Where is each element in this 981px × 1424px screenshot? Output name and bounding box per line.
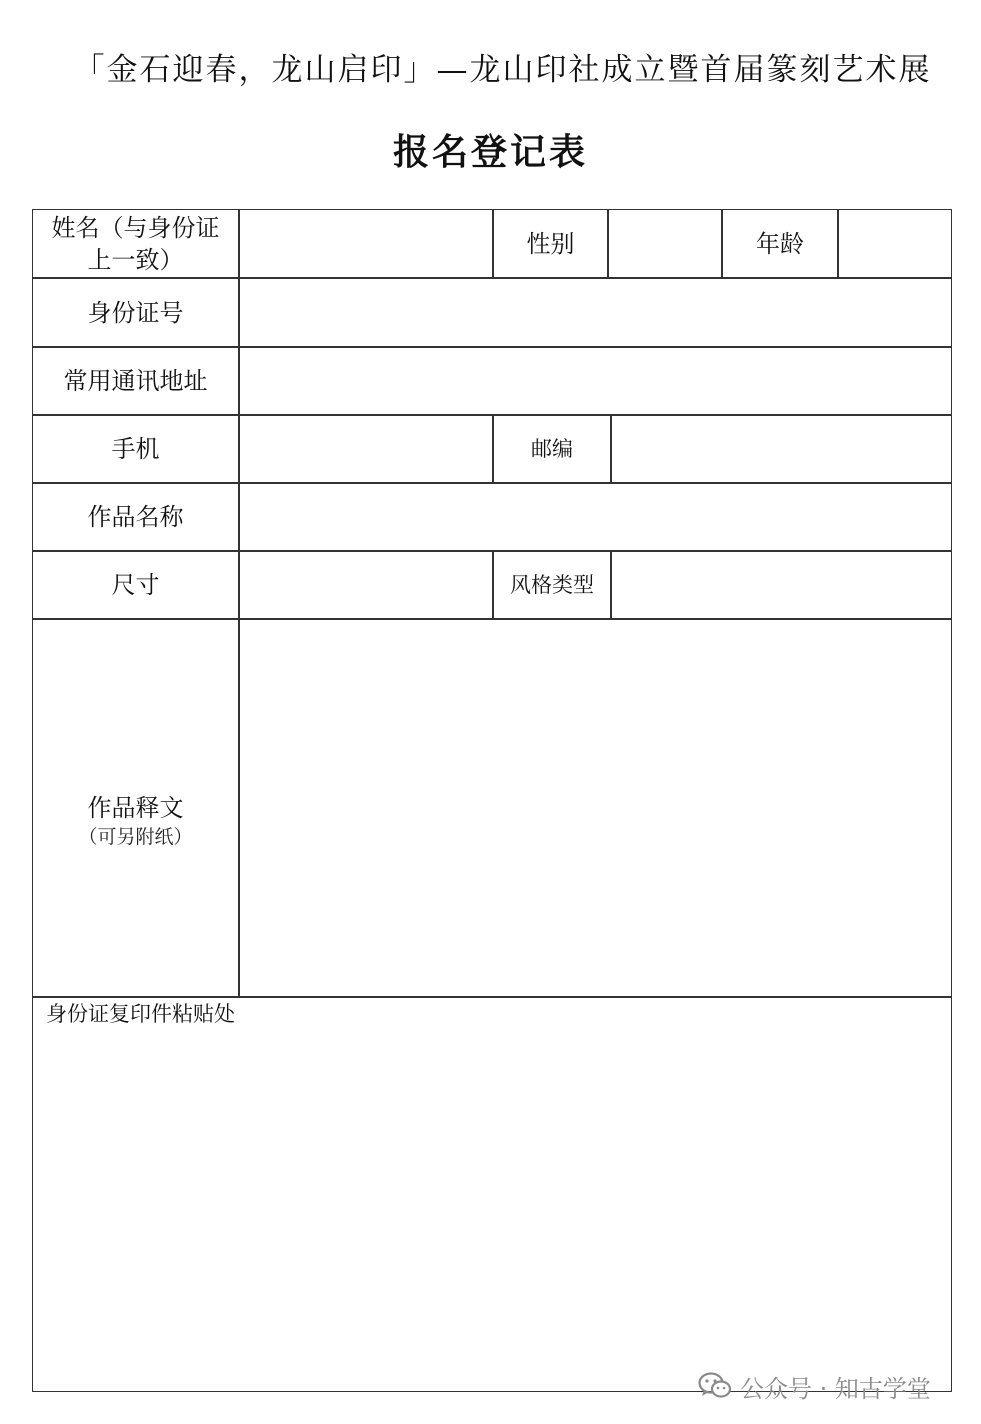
style-field[interactable]	[612, 552, 951, 618]
id-number-field[interactable]	[240, 279, 951, 346]
name-label	[33, 210, 238, 277]
id-copy-label: 身份证复印件粘贴处	[46, 1002, 235, 1026]
address-field[interactable]	[240, 348, 951, 414]
phone-label: 手机	[111, 435, 160, 463]
wechat-icon	[698, 1371, 732, 1401]
size-label: 尺寸	[111, 571, 160, 599]
exhibition-title: 「金石迎春，龙山启印」—龙山印社成立暨首届篆刻艺术展	[73, 52, 932, 88]
gender-label: 性别	[526, 229, 575, 258]
postcode-field[interactable]	[612, 416, 951, 482]
address-label: 常用通讯地址	[63, 367, 208, 395]
registration-form-table	[32, 209, 952, 1392]
gender-field[interactable]	[609, 210, 721, 277]
size-field[interactable]	[240, 552, 492, 618]
age-field[interactable]	[839, 210, 951, 277]
work-text-label	[33, 620, 238, 996]
work-title-field[interactable]	[240, 484, 951, 550]
watermark-text: 公众号 · 知古学堂	[740, 1374, 931, 1403]
work-title-label: 作品名称	[87, 503, 184, 531]
work-text-field[interactable]	[240, 620, 951, 996]
style-label: 风格类型	[510, 573, 594, 597]
watermark	[698, 1368, 931, 1404]
work-text-label-main: 作品释文	[87, 794, 184, 822]
form-title: 报名登记表	[392, 131, 588, 173]
name-label-line1: 姓名（与身份证	[51, 213, 220, 242]
id-copy-paste-area[interactable]	[33, 998, 951, 1391]
age-label: 年龄	[756, 229, 804, 258]
phone-field[interactable]	[240, 416, 492, 482]
postcode-label: 邮编	[531, 437, 573, 461]
name-field[interactable]	[240, 210, 492, 277]
work-text-note: （可另附纸）	[78, 826, 193, 848]
id-number-label: 身份证号	[87, 298, 184, 327]
name-label-line2: 上一致）	[87, 245, 184, 274]
